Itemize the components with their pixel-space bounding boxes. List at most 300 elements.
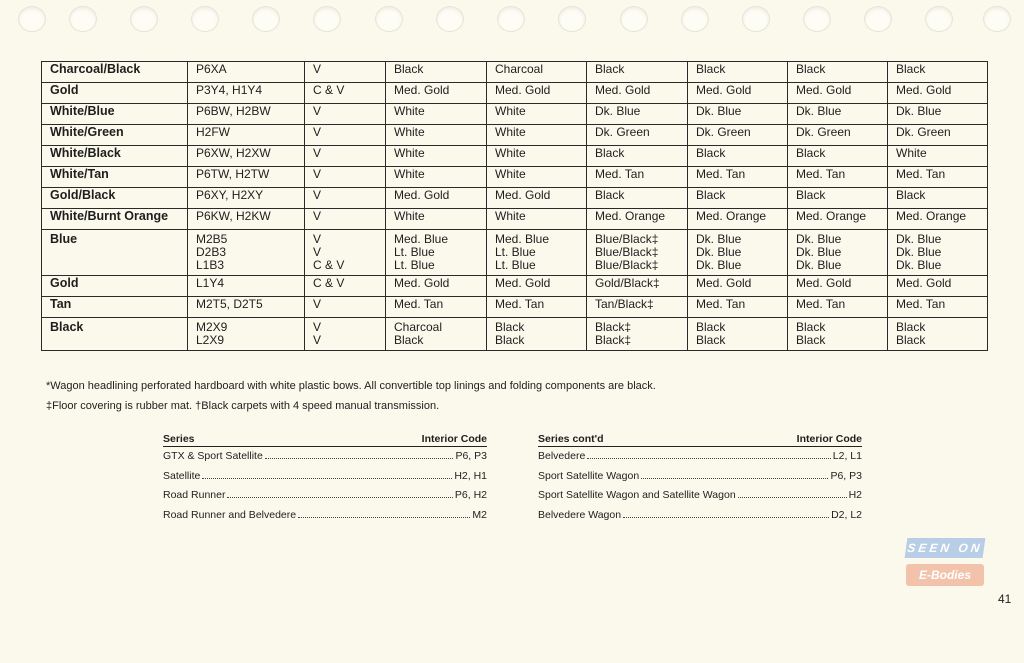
table-cell [587, 83, 688, 104]
cell-line: V [313, 146, 322, 160]
cell-line: Black [595, 62, 625, 76]
binder-holes [0, 0, 1024, 40]
trim-color-name: White/Green [42, 125, 188, 146]
cell-line: Dk. Blue [595, 104, 641, 118]
table-cell [788, 318, 888, 351]
cell-line: Charcoal [495, 62, 544, 76]
cell-line: C & V [313, 258, 345, 272]
table-cell [888, 125, 988, 146]
cell-line: Dk. Blue [796, 232, 842, 246]
table-row [42, 104, 988, 125]
trim-color-name: Charcoal/Black [42, 62, 188, 83]
cell-line: C & V [313, 83, 345, 97]
table-row [42, 83, 988, 104]
cell-line: Black‡ [595, 320, 632, 334]
cell-line: Black [595, 146, 625, 160]
series-codes-right [538, 433, 862, 528]
table-cell [788, 125, 888, 146]
table-cell [688, 104, 788, 125]
table-row [42, 125, 988, 146]
table-cell [305, 230, 386, 276]
interior-code: D2, L2 [831, 508, 862, 521]
table-cell [188, 125, 305, 146]
table-cell [487, 62, 587, 83]
series-row [163, 509, 487, 529]
table-cell [888, 83, 988, 104]
binder-hole [69, 6, 97, 32]
cell-line: White [394, 167, 425, 181]
binder-hole [681, 6, 709, 32]
table-cell [188, 146, 305, 167]
table-row [42, 318, 988, 351]
series-row [163, 450, 487, 470]
table-row [42, 209, 988, 230]
table-cell [386, 297, 487, 318]
cell-line: Black‡ [595, 333, 632, 347]
cell-line: Med. Gold [495, 188, 551, 202]
series-codes-left [163, 433, 487, 528]
cell-line: V [313, 167, 322, 181]
cell-line: Med. Gold [394, 276, 450, 290]
cell-line: Black [796, 333, 826, 347]
table-cell [386, 83, 487, 104]
cell-line: Blue/Black‡ [595, 258, 659, 272]
cell-line: Black [796, 320, 826, 334]
cell-line: Black [495, 333, 525, 347]
cell-line: Dk. Blue [896, 245, 942, 259]
series-row [538, 470, 862, 490]
cell-line: Med. Blue [495, 232, 550, 246]
cell-line: White [896, 146, 927, 160]
binder-hole [18, 6, 46, 32]
series-label: Sport Satellite Wagon and Satellite Wagon [538, 489, 736, 501]
cell-line: V [313, 104, 322, 118]
table-cell [788, 146, 888, 167]
trim-color-name: White/Tan [42, 167, 188, 188]
cell-line: White [394, 104, 425, 118]
series-label: Road Runner and Belvedere [163, 508, 297, 521]
table-row [42, 276, 988, 297]
table-cell [587, 276, 688, 297]
trim-color-name: Blue [42, 230, 188, 276]
table-cell [188, 209, 305, 230]
cell-line: L1B3 [196, 258, 225, 272]
cell-line: Black [595, 188, 625, 202]
cell-line: V [313, 333, 322, 347]
dot-leader [623, 517, 829, 518]
cell-line: Black [394, 333, 424, 347]
cell-line: Dk. Blue [896, 104, 942, 118]
cell-line: Med. Orange [896, 209, 967, 223]
cell-line: Black [696, 146, 726, 160]
table-cell [587, 125, 688, 146]
cell-line: Med. Gold [796, 83, 852, 97]
cell-line: Black [696, 62, 726, 76]
table-cell [386, 188, 487, 209]
binder-hole [191, 6, 219, 32]
table-cell [305, 83, 386, 104]
interior-code: L2, L1 [832, 450, 862, 462]
cell-line: L1Y4 [196, 276, 225, 290]
table-cell [305, 297, 386, 318]
dot-leader [587, 458, 831, 459]
cell-line: Lt. Blue [495, 245, 536, 259]
binder-hole [983, 6, 1011, 32]
dot-leader [738, 497, 847, 498]
cell-line: Black [394, 62, 424, 76]
cell-line: Dk. Blue [696, 258, 742, 272]
cell-line: Black [896, 62, 926, 76]
cell-line: Med. Gold [394, 83, 450, 97]
cell-line: Dk. Blue [696, 104, 742, 118]
cell-line: Med. Blue [394, 232, 449, 246]
table-cell [487, 209, 587, 230]
cell-line: P6XY, H2XY [196, 188, 264, 202]
cell-line: P6XA [196, 62, 227, 76]
table-cell [888, 209, 988, 230]
cell-line: L2X9 [196, 333, 225, 347]
table-cell [888, 318, 988, 351]
table-cell [688, 62, 788, 83]
cell-line: Med. Tan [896, 167, 946, 181]
table-cell [788, 83, 888, 104]
table-cell [305, 209, 386, 230]
table-cell [788, 104, 888, 125]
table-cell [188, 83, 305, 104]
trim-color-name: Tan [42, 297, 188, 318]
cell-line: D2B3 [196, 245, 227, 259]
table-cell [688, 209, 788, 230]
table-cell [386, 62, 487, 83]
dot-leader [265, 458, 454, 459]
table-cell [888, 230, 988, 276]
cell-line: P6BW, H2BW [196, 104, 271, 118]
binder-hole [436, 6, 464, 32]
interior-code: H2, H1 [454, 469, 487, 482]
table-cell [305, 318, 386, 351]
page-number: 41 [998, 592, 1012, 606]
table-cell [386, 104, 487, 125]
cell-line: Med. Tan [696, 167, 746, 181]
dot-leader [641, 478, 828, 479]
table-cell [888, 167, 988, 188]
table-cell [386, 276, 487, 297]
trim-color-name: Black [42, 318, 188, 351]
cell-line: White [495, 167, 526, 181]
cell-line: M2X9 [196, 320, 228, 334]
cell-line: Dk. Blue [696, 245, 742, 259]
table-cell [188, 167, 305, 188]
cell-line: V [313, 125, 322, 139]
cell-line: Dk. Blue [696, 232, 742, 246]
cell-line: Med. Orange [696, 209, 767, 223]
table-cell [386, 167, 487, 188]
cell-line: Black [495, 320, 525, 334]
cell-line: Dk. Blue [796, 104, 842, 118]
table-cell [305, 104, 386, 125]
binder-hole [803, 6, 831, 32]
table-cell [888, 62, 988, 83]
interior-code: M2 [472, 508, 487, 521]
binder-hole [925, 6, 953, 32]
table-cell [386, 125, 487, 146]
cell-line: Med. Gold [696, 83, 752, 97]
table-cell [587, 104, 688, 125]
cell-line: Dk. Blue [896, 258, 942, 272]
series-label: Sport Satellite Wagon [538, 469, 640, 482]
cell-line: Blue/Black‡ [595, 245, 659, 259]
cell-line: Dk. Blue [796, 245, 842, 259]
table-cell [305, 276, 386, 297]
series-row [163, 489, 487, 509]
table-cell [688, 146, 788, 167]
table-cell [688, 318, 788, 351]
cell-line: Med. Orange [796, 209, 867, 223]
table-cell [386, 318, 487, 351]
table-cell [788, 167, 888, 188]
cell-line: Dk. Green [796, 125, 851, 139]
table-cell [688, 188, 788, 209]
table-cell [888, 104, 988, 125]
cell-line: Med. Tan [796, 167, 846, 181]
binder-hole [742, 6, 770, 32]
series-row [538, 509, 862, 529]
cell-line: Med. Tan [696, 297, 746, 311]
table-cell [587, 230, 688, 276]
footnotes [46, 376, 656, 416]
cell-line: White [495, 125, 526, 139]
cell-line: V [313, 209, 322, 223]
binder-hole [864, 6, 892, 32]
table-cell [788, 188, 888, 209]
interior-code: P6, H2 [454, 489, 487, 501]
cell-line: Med. Gold [394, 188, 450, 202]
cell-line: Med. Gold [495, 276, 551, 290]
cell-line: Black [696, 188, 726, 202]
table-row [42, 146, 988, 167]
interior-code: P6, P3 [455, 450, 487, 462]
cell-line: White [394, 209, 425, 223]
table-cell [305, 167, 386, 188]
cell-line: P6TW, H2TW [196, 167, 270, 181]
table-cell [688, 297, 788, 318]
cell-line: V [313, 297, 322, 311]
cell-line: White [394, 125, 425, 139]
interior-code: H2 [848, 489, 862, 501]
cell-line: Black [896, 333, 926, 347]
cell-line: White [495, 146, 526, 160]
series-label: Belvedere [538, 450, 586, 462]
cell-line: Dk. Blue [896, 232, 942, 246]
cell-line: Med. Gold [896, 276, 952, 290]
cell-line: Black [896, 188, 926, 202]
table-row [42, 167, 988, 188]
cell-line: Med. Tan [896, 297, 946, 311]
interior-code: P6, P3 [830, 469, 862, 482]
table-cell [188, 230, 305, 276]
binder-hole [252, 6, 280, 32]
table-cell [888, 188, 988, 209]
table-row [42, 297, 988, 318]
table-cell [487, 125, 587, 146]
table-cell [788, 276, 888, 297]
table-cell [888, 276, 988, 297]
cell-line: Med. Tan [495, 297, 545, 311]
table-cell [788, 62, 888, 83]
cell-line: Tan/Black‡ [595, 297, 654, 311]
table-row [42, 188, 988, 209]
cell-line: H2FW [196, 125, 230, 139]
series-header: Series cont'd Interior Code [538, 433, 862, 445]
table-cell [188, 318, 305, 351]
table-cell [487, 83, 587, 104]
series-label: Satellite [163, 469, 201, 482]
table-cell [305, 146, 386, 167]
table-cell [386, 146, 487, 167]
table-cell [688, 230, 788, 276]
table-cell [587, 318, 688, 351]
table-cell [487, 297, 587, 318]
cell-line: P6KW, H2KW [196, 209, 271, 223]
table-cell [688, 167, 788, 188]
cell-line: Dk. Green [696, 125, 751, 139]
binder-hole [620, 6, 648, 32]
table-cell [487, 146, 587, 167]
cell-line: V [313, 245, 322, 259]
cell-line: Lt. Blue [495, 258, 536, 272]
cell-line: Charcoal [394, 320, 443, 334]
trim-color-name: White/Black [42, 146, 188, 167]
binder-hole [313, 6, 341, 32]
table-cell [688, 125, 788, 146]
binder-hole [497, 6, 525, 32]
table-cell [487, 230, 587, 276]
series-label: GTX & Sport Satellite [163, 450, 263, 462]
table-cell [587, 297, 688, 318]
cell-line: Lt. Blue [394, 245, 435, 259]
cell-line: Dk. Green [595, 125, 650, 139]
cell-line: Gold/Black‡ [595, 276, 660, 290]
table-cell [487, 188, 587, 209]
cell-line: Lt. Blue [394, 258, 435, 272]
table-cell [386, 209, 487, 230]
table-cell [788, 209, 888, 230]
dot-leader [298, 517, 470, 518]
cell-line: Med. Gold [796, 276, 852, 290]
binder-hole [375, 6, 403, 32]
footnote-wagon: *Wagon headlining perforated hardboard with white plastic bows. All convertible top linings and folding components are black. [46, 380, 656, 392]
table-cell [487, 276, 587, 297]
cell-line: Black [696, 333, 726, 347]
table-cell [487, 104, 587, 125]
cell-line: Med. Gold [495, 83, 551, 97]
cell-line: Med. Gold [696, 276, 752, 290]
table-cell [487, 318, 587, 351]
table-cell [386, 230, 487, 276]
table-row [42, 230, 988, 276]
cell-line: Blue/Black‡ [595, 232, 659, 246]
table-cell [688, 83, 788, 104]
seen-on-ebodies-watermark: SEEN ON E-Bodies [906, 538, 984, 592]
cell-line: M2T5, D2T5 [196, 297, 263, 311]
table-cell [587, 62, 688, 83]
cell-line: Black [796, 188, 826, 202]
trim-color-name: Gold [42, 276, 188, 297]
table-row [42, 62, 988, 83]
interior-color-table [41, 61, 988, 351]
cell-line: V [313, 320, 322, 334]
series-row [163, 470, 487, 490]
cell-line: Med. Tan [595, 167, 645, 181]
table-cell [188, 276, 305, 297]
cell-line: White [495, 209, 526, 223]
cell-line: Dk. Blue [796, 258, 842, 272]
trim-color-name: Gold [42, 83, 188, 104]
cell-line: M2B5 [196, 232, 228, 246]
cell-line: Med. Gold [595, 83, 651, 97]
cell-line: Black [896, 320, 926, 334]
cell-line: Black [796, 146, 826, 160]
series-header: Series Interior Code [163, 433, 487, 445]
table-cell [587, 209, 688, 230]
table-cell [788, 230, 888, 276]
table-cell [688, 276, 788, 297]
series-row [538, 489, 862, 509]
table-cell [888, 297, 988, 318]
table-cell [188, 62, 305, 83]
cell-line: C & V [313, 276, 345, 290]
trim-color-name: White/Burnt Orange [42, 209, 188, 230]
cell-line: P6XW, H2XW [196, 146, 271, 160]
table-cell [188, 104, 305, 125]
series-row [538, 450, 862, 470]
cell-line: White [495, 104, 526, 118]
cell-line: Med. Tan [394, 297, 444, 311]
table-cell [487, 167, 587, 188]
table-cell [888, 146, 988, 167]
dot-leader [227, 497, 452, 498]
cell-line: Black [796, 62, 826, 76]
table-cell [788, 297, 888, 318]
cell-line: P3Y4, H1Y4 [196, 83, 263, 97]
table-cell [305, 125, 386, 146]
table-cell [305, 188, 386, 209]
cell-line: V [313, 188, 322, 202]
table-cell [305, 62, 386, 83]
cell-line: Black [696, 320, 726, 334]
cell-line: Dk. Green [896, 125, 951, 139]
table-cell [188, 297, 305, 318]
table-cell [188, 188, 305, 209]
binder-hole [130, 6, 158, 32]
cell-line: White [394, 146, 425, 160]
dot-leader [202, 478, 452, 479]
cell-line: V [313, 62, 322, 76]
series-label: Road Runner [163, 489, 226, 501]
footnote-floor: ‡Floor covering is rubber mat. †Black carpets with 4 speed manual transmission. [46, 400, 440, 412]
series-label: Belvedere Wagon [538, 508, 622, 521]
trim-color-name: Gold/Black [42, 188, 188, 209]
table-cell [587, 146, 688, 167]
cell-line: Med. Tan [796, 297, 846, 311]
table-cell [587, 167, 688, 188]
cell-line: V [313, 232, 322, 246]
trim-color-name: White/Blue [42, 104, 188, 125]
binder-hole [558, 6, 586, 32]
table-cell [587, 188, 688, 209]
cell-line: Med. Orange [595, 209, 666, 223]
cell-line: Med. Gold [896, 83, 952, 97]
